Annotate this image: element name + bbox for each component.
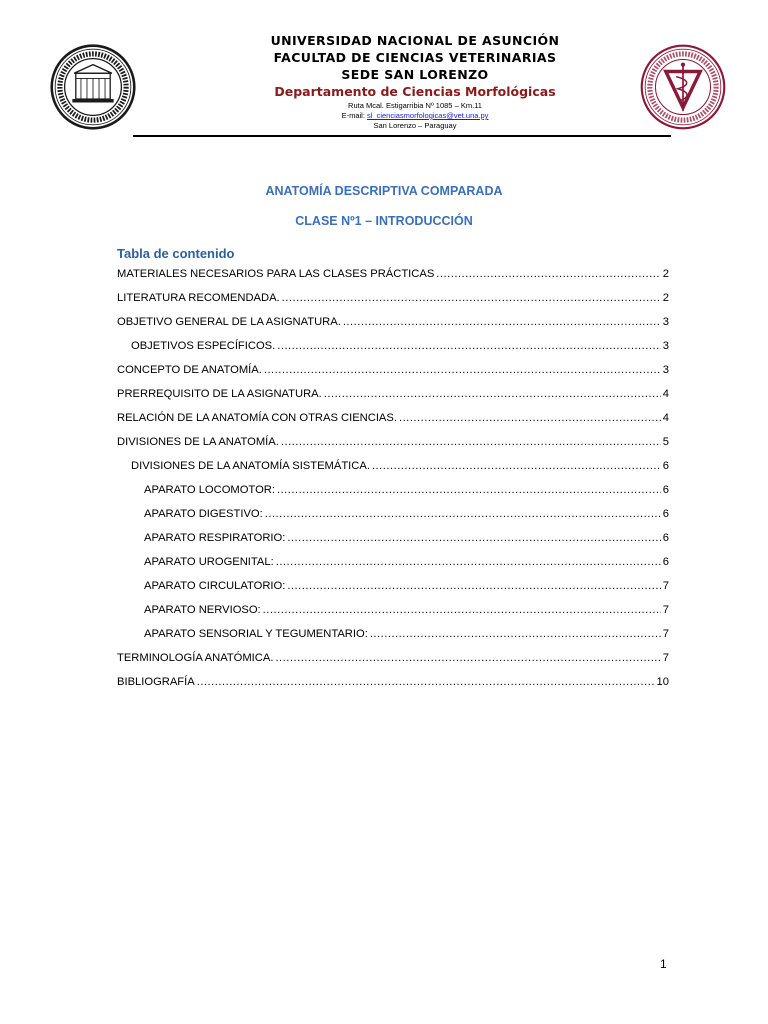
toc-entry-page: 6 <box>662 508 669 520</box>
toc-leader <box>324 382 661 406</box>
toc-leader <box>276 550 661 574</box>
toc-leader <box>265 502 661 526</box>
page-number: 1 <box>660 957 667 971</box>
toc-entry-label: APARATO LOCOMOTOR: <box>144 484 275 496</box>
toc-entry-label: APARATO SENSORIAL Y TEGUMENTARIO: <box>144 628 368 640</box>
toc-entry[interactable] <box>117 622 669 646</box>
toc-entry-label: APARATO UROGENITAL: <box>144 556 274 568</box>
toc-entry[interactable] <box>117 526 669 550</box>
toc-entry-page: 4 <box>662 388 669 400</box>
toc-entry-page: 5 <box>662 436 669 448</box>
toc-entry-page: 6 <box>662 484 669 496</box>
city: San Lorenzo – Paraguay <box>373 121 457 130</box>
toc-entry-label: APARATO CIRCULATORIO: <box>144 580 286 592</box>
toc-entry[interactable] <box>117 262 669 286</box>
department-name: Departamento de Ciencias Morfológicas <box>274 84 556 99</box>
toc-entry-label: DIVISIONES DE LA ANATOMÍA. <box>117 436 279 448</box>
toc-leader <box>281 430 661 454</box>
university-seal-icon <box>50 44 136 130</box>
table-of-contents <box>117 262 669 694</box>
toc-entry-page: 6 <box>662 556 669 568</box>
toc-entry-label: MATERIALES NECESARIOS PARA LAS CLASES PRÁCTICAS <box>117 268 435 280</box>
toc-entry[interactable] <box>117 598 669 622</box>
toc-entry-page: 3 <box>662 316 669 328</box>
toc-entry-label: APARATO DIGESTIVO: <box>144 508 263 520</box>
toc-leader <box>263 598 661 622</box>
toc-entry-page: 7 <box>662 652 669 664</box>
toc-entry[interactable] <box>117 478 669 502</box>
toc-entry[interactable] <box>117 382 669 406</box>
toc-entry-page: 7 <box>662 604 669 616</box>
toc-leader <box>277 478 661 502</box>
toc-entry-label: PRERREQUISITO DE LA ASIGNATURA. <box>117 388 322 400</box>
toc-entry[interactable] <box>117 406 669 430</box>
toc-entry-page: 6 <box>662 532 669 544</box>
toc-entry[interactable] <box>117 310 669 334</box>
toc-entry[interactable] <box>117 286 669 310</box>
document-title: ANATOMÍA DESCRIPTIVA COMPARADA <box>265 184 503 198</box>
toc-leader <box>372 454 661 478</box>
toc-leader <box>287 574 660 598</box>
address: Ruta Mcal. Estigarribia Nº 1085 – Km.11 <box>348 101 482 110</box>
toc-entry[interactable] <box>117 574 669 598</box>
toc-entry-page: 10 <box>656 676 669 688</box>
campus-name: SEDE SAN LORENZO <box>341 67 489 82</box>
email-label: E-mail: <box>341 111 367 120</box>
toc-entry[interactable] <box>117 358 669 382</box>
toc-entry[interactable] <box>117 454 669 478</box>
toc-entry-page: 2 <box>662 292 669 304</box>
veterinary-caduceus-seal-icon <box>640 44 726 130</box>
email-link[interactable]: sl_cienciasmorfologicas@vet.una.py <box>367 111 489 120</box>
toc-leader <box>287 526 660 550</box>
toc-leader <box>197 670 655 694</box>
email-line <box>180 111 650 121</box>
toc-entry-label: TERMINOLOGÍA ANATÓMICA. <box>117 652 274 664</box>
toc-leader <box>370 622 661 646</box>
university-seal-logo <box>50 44 136 130</box>
toc-entry-page: 6 <box>662 460 669 472</box>
toc-entry[interactable] <box>117 430 669 454</box>
toc-leader <box>436 262 660 286</box>
toc-entry-page: 4 <box>662 412 669 424</box>
institution-name: UNIVERSIDAD NACIONAL DE ASUNCIÓN <box>270 33 560 48</box>
toc-heading: Tabla de contenido <box>117 246 235 261</box>
toc-entry-page: 7 <box>662 580 669 592</box>
toc-entry-label: DIVISIONES DE LA ANATOMÍA SISTEMÁTICA. <box>131 460 370 472</box>
faculty-seal-logo <box>640 44 726 130</box>
letterhead <box>180 32 650 131</box>
toc-entry-page: 3 <box>662 364 669 376</box>
toc-leader <box>399 406 661 430</box>
toc-entry-page: 7 <box>662 628 669 640</box>
faculty-name: FACULTAD DE CIENCIAS VETERINARIAS <box>273 50 557 65</box>
toc-entry[interactable] <box>117 550 669 574</box>
toc-leader <box>343 310 661 334</box>
toc-entry-page: 2 <box>662 268 669 280</box>
toc-entry-label: RELACIÓN DE LA ANATOMÍA CON OTRAS CIENCIAS. <box>117 412 397 424</box>
toc-entry[interactable] <box>117 646 669 670</box>
document-subtitle: CLASE Nº1 – INTRODUCCIÓN <box>295 214 473 228</box>
toc-entry-label: APARATO NERVIOSO: <box>144 604 261 616</box>
toc-entry-page: 3 <box>662 340 669 352</box>
toc-entry-label: APARATO RESPIRATORIO: <box>144 532 286 544</box>
toc-entry[interactable] <box>117 670 669 694</box>
toc-leader <box>277 334 661 358</box>
toc-entry[interactable] <box>117 334 669 358</box>
toc-entry-label: OBJETIVOS ESPECÍFICOS. <box>131 340 276 352</box>
toc-entry-label: BIBLIOGRAFÍA <box>117 676 195 688</box>
toc-entry-label: LITERATURA RECOMENDADA. <box>117 292 280 304</box>
header-divider <box>133 135 671 137</box>
toc-entry[interactable] <box>117 502 669 526</box>
toc-leader <box>264 358 661 382</box>
toc-entry-label: OBJETIVO GENERAL DE LA ASIGNATURA. <box>117 316 341 328</box>
toc-leader <box>282 286 661 310</box>
toc-entry-label: CONCEPTO DE ANATOMÍA. <box>117 364 262 376</box>
toc-leader <box>275 646 660 670</box>
